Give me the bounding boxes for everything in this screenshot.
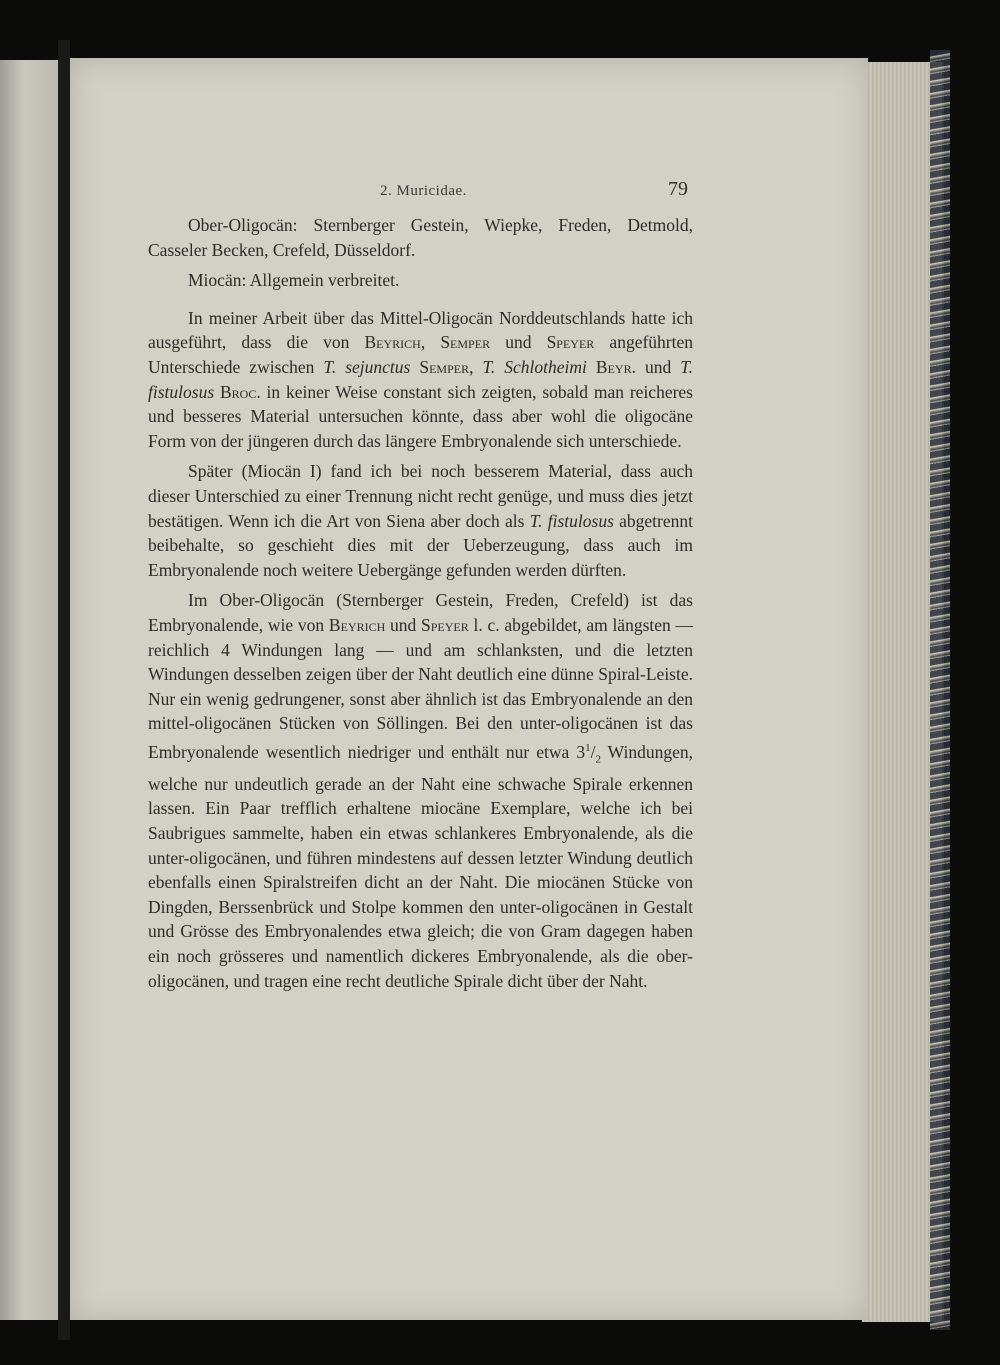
paragraph-distribution-ober-oligocaen bbox=[148, 213, 693, 262]
text-run: Miocän: Allgemein verbreitet. bbox=[188, 270, 400, 291]
text-run: Windungen, welche nur undeutlich gerade an der Naht eine schwache Spirale erkennen lassen. Ein Paar trefflich erhaltene miocäne Exemplare, welche ich bei Saubrigues sammelte, haben ein etwas schlankeres Embryonalende, als die unter-oligocänen, und führen mindestens auf dessen letzter Windung deutlich ebenfalls einen Spiralstreifen dicht an der Naht. Die miocänen Stücke von Dingden, Berssenbrück und Stolpe kommen den unter-oligocänen in Gestalt und Grösse des Embryonalendes etwa gleich; die von Gram dagegen haben ein noch grösseres und namentlich dickeres Embryonalende, als die ober-oligocänen, und tragen eine recht deutliche Spirale dicht über der Naht. bbox=[148, 741, 693, 991]
author-name: Semper bbox=[419, 356, 470, 377]
author-name: Speyer bbox=[546, 332, 595, 353]
author-name: Semper bbox=[440, 332, 491, 353]
species-name: T. fistulosus bbox=[529, 510, 614, 531]
text-run: Ober-Oligocän: Sternberger Gestein, Wiepke, Freden, Detmold, Casseler Becken, Crefeld, Düsseldorf. bbox=[148, 215, 693, 260]
text-run: angeführten Unterschiede zwischen bbox=[148, 332, 693, 377]
author-name: Beyrich bbox=[328, 614, 386, 635]
running-title: 2. Muricidae. bbox=[380, 183, 467, 199]
text-run: und bbox=[490, 332, 547, 353]
author-name: Broc. bbox=[219, 381, 261, 402]
text-run: , bbox=[420, 332, 441, 353]
species-name: T. fistulosus bbox=[148, 356, 694, 402]
author-name: Beyrich bbox=[364, 332, 421, 353]
text-run: , bbox=[469, 356, 483, 377]
text-run: abgetrennt beibehalte, so geschieht dies mit der Ueberzeugung, dass auch im Embryonalende noch weitere Uebergänge gefunden werden dürften. bbox=[148, 510, 693, 580]
paragraph-distribution-miocaen bbox=[148, 268, 693, 293]
text-run: Später (Miocän I) fand ich bei noch besserem Material, dass auch dieser Unterschied zu einer Trennung nicht recht genüge, und muss dies jetzt bestätigen. Wenn ich die Art von Siena aber doch als bbox=[148, 461, 693, 531]
fraction-slash: / bbox=[590, 741, 596, 762]
paragraph-arbeit bbox=[148, 306, 693, 454]
book-cover-edge bbox=[930, 50, 950, 1330]
page-number: 79 bbox=[668, 178, 688, 200]
fraction-denominator: 2 bbox=[595, 753, 601, 766]
text-run bbox=[410, 357, 419, 377]
text-run bbox=[587, 357, 596, 377]
text-run: und bbox=[635, 356, 681, 377]
species-name: T. Schlotheimi bbox=[482, 356, 587, 377]
text-run: in keiner Weise constant sich zeigten, sobald man reicheres und besseres Material untersuchen könnte, dass aber wohl die oligocäne Form von der jüngeren durch das längere Embryonalende sich unterschiede. bbox=[148, 381, 693, 451]
text-run: und bbox=[385, 614, 421, 635]
species-name: T. sejunctus bbox=[323, 356, 411, 377]
left-page-edge bbox=[0, 60, 58, 1320]
text-run: Im Ober-Oligocän (Sternberger Gestein, Freden, Crefeld) ist das Embryonalende, wie von bbox=[148, 590, 693, 635]
author-name: Beyr. bbox=[595, 356, 636, 377]
paragraph-embryonalende bbox=[148, 588, 693, 993]
paragraph-spaeter bbox=[148, 459, 693, 582]
fraction-numerator: 1 bbox=[585, 741, 591, 754]
author-name: Speyer bbox=[420, 614, 469, 635]
text-run: In meiner Arbeit über das Mittel-Oligocän Norddeutschlands hatte ich ausgeführt, dass die von bbox=[148, 307, 693, 353]
text-run: l. c. abgebildet, am längsten — reichlich 4 Windungen lang — und am schlanksten, und die letzten Windungen desselben zeigen über der Naht deutlich eine dünne Spiral-Leiste. Nur ein wenig gedrungener, sonst aber ähnlich ist das Embryonalende an den mittel-oligocänen Stücken von Söllingen. Bei den unter-oligocänen ist das Embryonalende wesentlich niedriger und enthält nur etwa 3 bbox=[148, 614, 694, 762]
body-text bbox=[148, 213, 693, 993]
book-gutter bbox=[58, 40, 70, 1340]
